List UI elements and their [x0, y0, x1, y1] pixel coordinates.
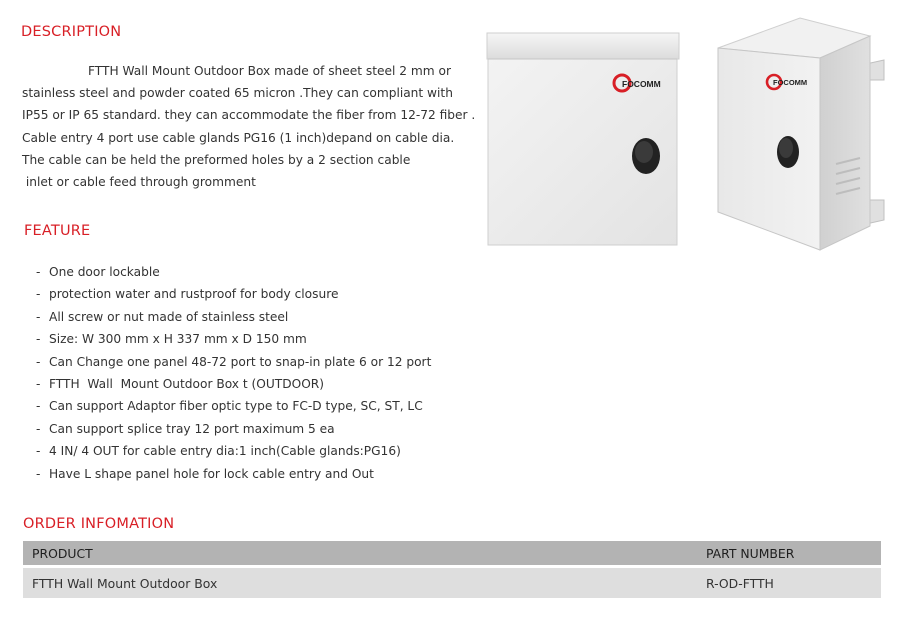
feature-heading: FEATURE	[24, 223, 91, 239]
feature-item: - 4 IN/ 4 OUT for cable entry dia:1 inch(Cable glands:PG16)	[36, 444, 401, 459]
product-photo-front	[484, 30, 682, 250]
feature-item: - FTTH Wall Mount Outdoor Box t (OUTDOOR)	[36, 377, 325, 392]
table-row	[23, 568, 881, 598]
brand-logo-icon	[767, 75, 807, 89]
description-line: The cable can be held the preformed holes by a 2 section cable	[22, 152, 411, 167]
description-line: stainless steel and powder coated 65 micron .They can compliant with	[22, 86, 453, 101]
order-heading: ORDER INFOMATION	[23, 516, 175, 532]
feature-item: - Have L shape panel hole for lock cable entry and Out	[36, 466, 374, 481]
description-line: inlet or cable feed through gromment	[22, 175, 256, 190]
feature-list	[36, 261, 431, 485]
part-number-cell: R-OD-FTTH	[706, 575, 774, 591]
brand-logo-text: FOCOMM	[773, 78, 808, 87]
lock-icon	[632, 138, 660, 174]
brand-logo-text: FOCOMM	[622, 79, 661, 89]
feature-item: - Can Change one panel 48-72 port to snap-in plate 6 or 12 port	[36, 354, 432, 369]
description-heading: DESCRIPTION	[21, 24, 122, 40]
order-table	[23, 541, 881, 598]
order-table-header	[23, 541, 881, 565]
lock-icon	[777, 136, 799, 168]
description-line: Cable entry 4 port use cable glands PG16 (1 inch)depand on cable dia.	[22, 130, 455, 145]
feature-item: - protection water and rustproof for body closure	[36, 287, 339, 302]
description-text	[22, 60, 477, 193]
feature-item: - One door lockable	[36, 265, 160, 279]
feature-item: - Can support splice tray 12 port maximum 5 ea	[36, 421, 335, 436]
feature-item: - All screw or nut made of stainless steel	[36, 309, 289, 324]
description-line: IP55 or IP 65 standard. they can accommodate the fiber from 12-72 fiber .	[22, 108, 476, 123]
feature-item: - Can support Adaptor fiber optic type to FC-D type, SC, ST, LC	[36, 399, 423, 414]
column-header-part-number: PART NUMBER	[706, 545, 795, 561]
product-photo-angled	[714, 14, 890, 258]
description-line: FTTH Wall Mount Outdoor Box made of sheet steel 2 mm or	[88, 64, 452, 78]
feature-item: - Size: W 300 mm x H 337 mm x D 150 mm	[36, 332, 307, 347]
product-cell: FTTH Wall Mount Outdoor Box	[32, 575, 218, 591]
column-header-product: PRODUCT	[32, 545, 93, 561]
